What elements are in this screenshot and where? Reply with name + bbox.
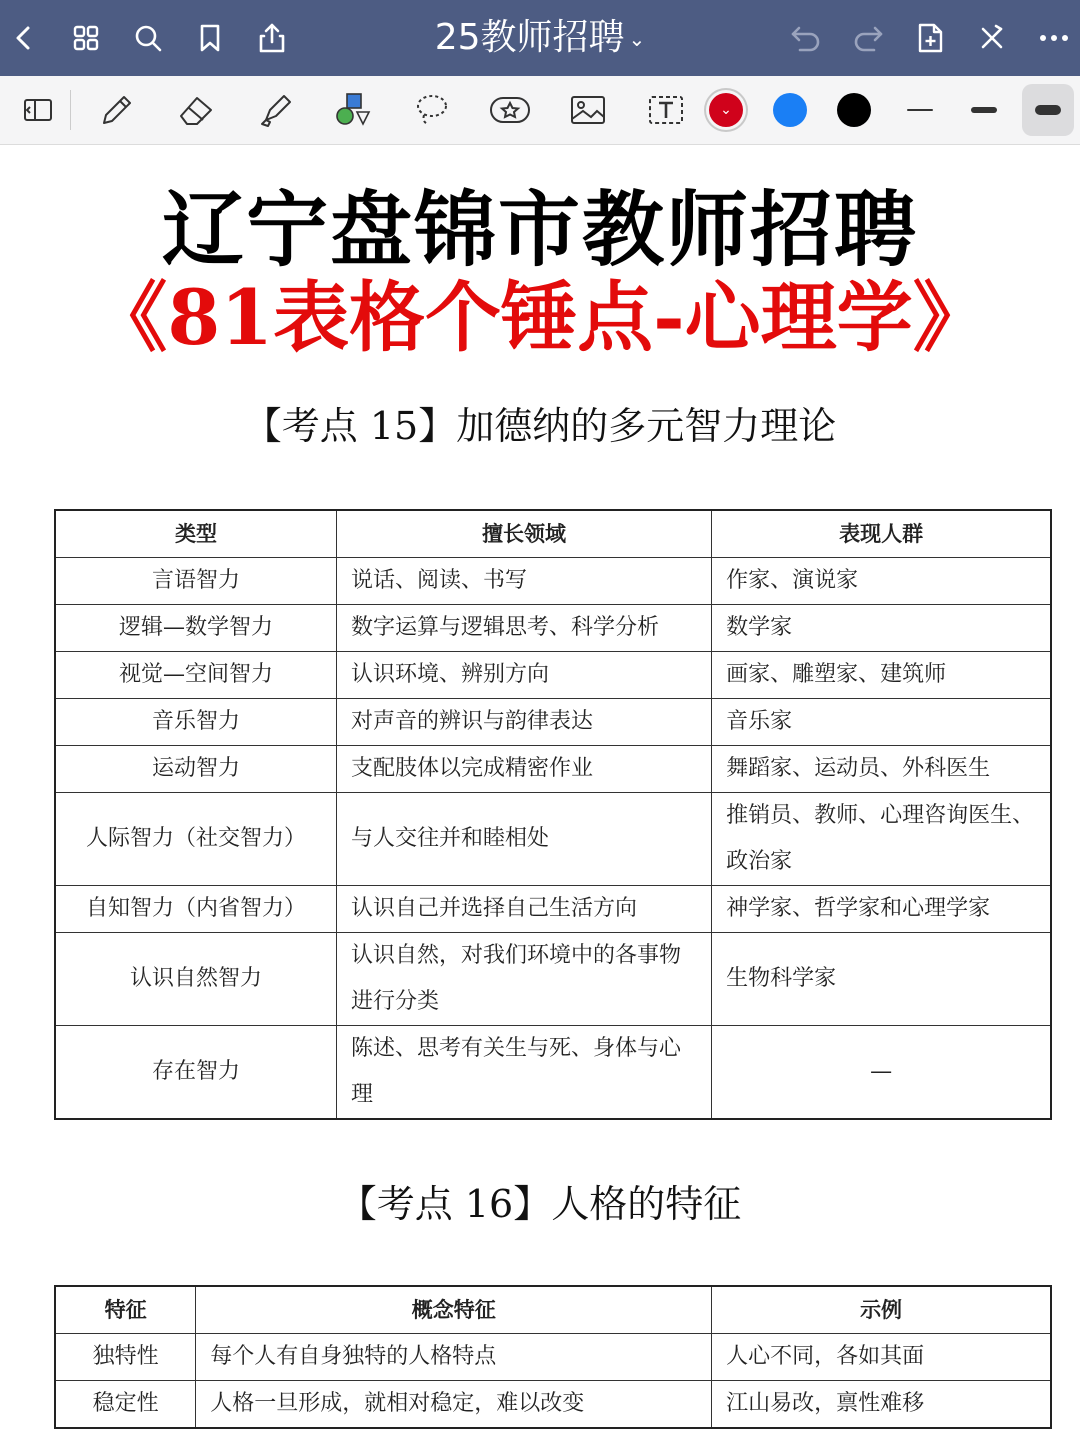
sticker-icon[interactable] [484,84,536,136]
share-icon[interactable] [248,14,296,62]
table-cell: 数学家 [712,605,1051,652]
stroke-width-medium[interactable] [958,84,1010,136]
image-icon[interactable] [562,84,614,136]
table-cell: 说话、阅读、书写 [336,558,711,605]
table-cell: 舞蹈家、运动员、外科医生 [712,746,1051,793]
lasso-icon[interactable] [406,84,458,136]
table-cell: 自知智力（内省智力） [55,886,336,933]
table-cell: 与人交往并和睦相处 [336,793,711,886]
table-row [55,558,1051,605]
redo-icon[interactable] [844,14,892,62]
table-row [55,1381,1051,1429]
shapes-icon[interactable] [328,84,380,136]
color-swatch-blue[interactable] [764,84,816,136]
table-cell: 神学家、哲学家和心理学家 [712,886,1051,933]
document-title-menu[interactable] [360,14,720,62]
grid-icon[interactable] [62,14,110,62]
table-cell: 数字运算与逻辑思考、科学分析 [336,605,711,652]
highlighter-icon[interactable] [250,84,302,136]
table-cell: 存在智力 [55,1026,336,1120]
sidebar-toggle-icon[interactable] [12,84,64,136]
table-cell: 人心不同，各如其面 [712,1334,1051,1381]
table-header: 示例 [712,1286,1051,1334]
search-icon[interactable] [124,14,172,62]
page-subtitle: 《81表格个锤点-心理学》 [91,273,989,362]
table-cell: 推销员、教师、心理咨询医生、政治家 [712,793,1051,886]
table-cell: 每个人有自身独特的人格特点 [196,1334,712,1381]
table-header-row [55,510,1051,558]
table-cell: 音乐智力 [55,699,336,746]
toolbar-divider [70,90,71,130]
table-row [55,605,1051,652]
color-swatch-red[interactable] [700,84,752,136]
close-icon[interactable] [968,14,1016,62]
table-header: 类型 [55,510,336,558]
more-icon[interactable] [1030,14,1078,62]
table-cell: 独特性 [55,1334,196,1381]
table-cell: 画家、雕塑家、建筑师 [712,652,1051,699]
table-header: 表现人群 [712,510,1051,558]
intelligence-table [54,509,1052,1120]
chevron-down-icon: ⌄ [628,27,646,51]
table-cell: 认识环境、辨别方向 [336,652,711,699]
add-page-icon[interactable] [906,14,954,62]
table-cell: 作家、演说家 [712,558,1051,605]
table-cell: 人际智力（社交智力） [55,793,336,886]
table-cell: 认识自己并选择自己生活方向 [336,886,711,933]
personality-table [54,1285,1052,1429]
table-row [55,699,1051,746]
table-header-row [55,1286,1051,1334]
page-title: 辽宁盘锦市教师招聘 [161,182,918,278]
table-row [55,1026,1051,1120]
table-cell: 人格一旦形成，就相对稳定，难以改变 [196,1381,712,1429]
section-heading-15: 【考点 15】加德纳的多元智力理论 [243,404,837,448]
table-cell: — [712,1026,1051,1120]
table-cell: 江山易改，禀性难移 [712,1381,1051,1429]
stroke-width-thick[interactable] [1022,84,1074,136]
table-cell: 陈述、思考有关生与死、身体与心理 [336,1026,711,1120]
table-row [55,793,1051,886]
stroke-width-thin[interactable] [894,84,946,136]
chevron-down-icon: ⌄ [720,102,732,118]
table-header: 特征 [55,1286,196,1334]
table-row [55,746,1051,793]
table-cell: 运动智力 [55,746,336,793]
table-cell: 言语智力 [55,558,336,605]
document-page [0,145,1080,1440]
text-icon[interactable] [640,84,692,136]
table-header: 概念特征 [196,1286,712,1334]
table-cell: 支配肢体以完成精密作业 [336,746,711,793]
table-cell: 对声音的辨识与韵律表达 [336,699,711,746]
table-cell: 逻辑—数学智力 [55,605,336,652]
bookmark-icon[interactable] [186,14,234,62]
table-header: 擅长领域 [336,510,711,558]
table-cell: 认识自然，对我们环境中的各事物进行分类 [336,933,711,1026]
table-cell: 稳定性 [55,1381,196,1429]
table-cell: 视觉—空间智力 [55,652,336,699]
table-row [55,933,1051,1026]
table-row [55,1334,1051,1381]
table-cell: 生物科学家 [712,933,1051,1026]
section-heading-16: 【考点 16】人格的特征 [338,1182,742,1226]
pen-icon[interactable] [90,84,142,136]
table-cell: 认识自然智力 [55,933,336,1026]
color-swatch-black[interactable] [828,84,880,136]
eraser-icon[interactable] [170,84,222,136]
back-icon[interactable] [0,14,48,62]
table-row [55,652,1051,699]
undo-icon[interactable] [782,14,830,62]
table-cell: 音乐家 [712,699,1051,746]
drawing-toolbar [0,76,1080,145]
document-title: 25教师招聘 [434,17,625,58]
table-row [55,886,1051,933]
top-navigation-bar [0,0,1080,76]
